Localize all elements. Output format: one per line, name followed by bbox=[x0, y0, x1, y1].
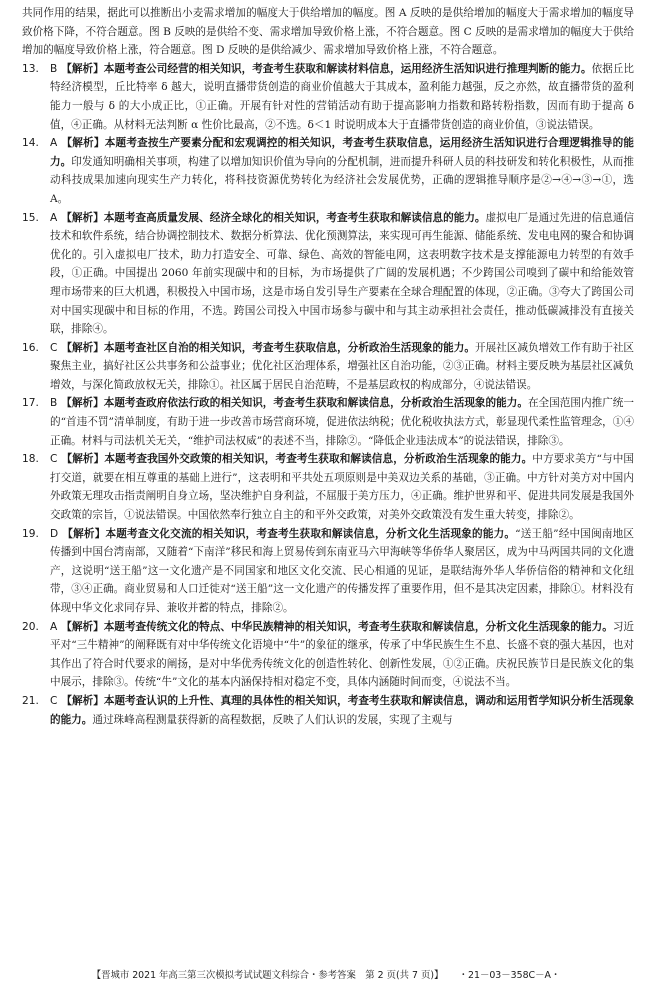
analysis-text: 开展社区减负增效工作有助于社区聚焦主业，搞好社区公共事务和公益事业；优化社区治理体系，增强社区自治功能，②③正确。材料主要反映为基层社区减负增效，与深化简政放权无关，排除①。社区属于居民自治范畴，不是基层政权的构成部分，④说法错误。 bbox=[50, 341, 635, 391]
analysis-text: “送王船”经中国闽南地区传播到中国台湾南部，又随着“下南洋”移民和海上贸易传到东南亚马六甲海峡等华侨华人聚居区，成为中马两国共同的文化遗产，这说明“送王船”这一文化遗产是不同国家和地区文化交流、民心相通的见证，是联结海外华人华侨信俗的精神和文化纽带，③④正确。商业贸易和人口迁徙对“送王船”这一文化遗产的传播发挥了重要作用，但不是其决定因素，排除①。材料没有体现中华文化求同存异、兼收并蓄的特点，排除②。 bbox=[50, 527, 634, 614]
question-number: 19. bbox=[22, 527, 39, 540]
page-content bbox=[22, 4, 634, 729]
analysis-lead: 本题考查我国外交政策的相关知识，考查考生获取和解读信息，分析政治生活现象的能力。 bbox=[104, 453, 533, 466]
analysis-text: 通过珠峰高程测量获得新的高程数据，反映了人们认识的发展，实现了主观与 bbox=[92, 713, 453, 726]
footer-code: ・21－03－358C－A・ bbox=[458, 970, 561, 981]
question-number: 15. bbox=[22, 211, 39, 224]
analysis-lead: 本题考查文化交流的相关知识，考查考生获取和解读信息，分析文化生活现象的能力。 bbox=[105, 527, 516, 540]
question-number: 18. bbox=[22, 453, 39, 466]
question-number: 21. bbox=[22, 694, 39, 707]
answer-letter: A bbox=[50, 620, 58, 633]
question-number: 17. bbox=[22, 397, 39, 410]
question-explanation bbox=[50, 60, 634, 134]
analysis-lead: 本题考查认识的上升性、真理的具体性的相关知识，考查考生获取和解读信息，调动和运用哲学知识分析生活现象的能力。 bbox=[50, 694, 635, 726]
analysis-lead: 本题考查传统文化的特点、中华民族精神的相关知识，考查考生获取和解读信息，分析文化生活现象的能力。 bbox=[103, 620, 613, 633]
question-item bbox=[22, 209, 634, 339]
question-explanation bbox=[50, 450, 634, 524]
analysis-lead: 本题考查高质量发展、经济全球化的相关知识，考查考生获取和解读信息的能力。 bbox=[103, 211, 486, 224]
question-item bbox=[22, 134, 634, 208]
analysis-text: 虚拟电厂是通过先进的信息通信技术和软件系统，结合协调控制技术、数据分析算法、优化预测算法，来实现可再生能源、储能系统、发电电网的聚合和协调优化的。引入虚拟电厂技术，助力打造安全、可靠、绿色、高效的智能电网，这表明数字技术是支撑能源电力转型的有效手段，①正确。中国提出 2060 年前实现碳中和的目标，为市场提供了广阔的发展机遇；不少跨国公司嗅到了碳中和给能效管理市场带来的巨大机遇，积极投入中国市场，这是市场自发引导生产要素在全球合理配置的体现，②正确。③夸大了跨国公司对中国实现碳中和目标的作用，不选。跨国公司投入中国市场参与碳中和与其主动承担社会责任，推动低碳减排没有直接关联，排除④。 bbox=[50, 211, 635, 336]
answer-letter: D bbox=[50, 527, 59, 540]
analysis-tag: 【解析】 bbox=[61, 341, 104, 354]
question-item bbox=[22, 618, 634, 692]
analysis-lead: 本题考查社区自治的相关知识，考查考生获取信息，分析政治生活现象的能力。 bbox=[103, 341, 475, 354]
footer-exam-info: 【晋城市 2021 年高三第三次模拟考试试题文科综合・参考答案 第 2 页(共 7 页)】 bbox=[91, 970, 439, 981]
answer-letter: C bbox=[50, 453, 58, 466]
question-explanation bbox=[50, 525, 634, 618]
question-item bbox=[22, 692, 634, 729]
question-list bbox=[22, 60, 634, 729]
question-item bbox=[22, 339, 634, 395]
answer-letter: C bbox=[50, 694, 58, 707]
answer-letter: A bbox=[50, 211, 58, 224]
analysis-lead: 本题考查政府依法行政的相关知识，考查考生获取和解读信息，分析政治生活现象的能力。 bbox=[103, 397, 528, 410]
analysis-tag: 【解析】 bbox=[61, 211, 104, 224]
question-number: 14. bbox=[22, 137, 39, 150]
analysis-text: 习近平对“三牛精神”的阐释既有对中华传统文化语境中“牛”的象征的继承，传承了中华民族生生不息、长盛不衰的强大基因，也对其作出了符合时代要求的阐扬，是对中华优秀传统文化的创造性转化、创新性发展，①②正确。庆祝民族节日是民族文化的集中展示，排除③。传统“牛”文化的基本内涵保持相对稳定不变，具体内涵随时间而变，④说法不当。 bbox=[50, 620, 635, 689]
question-number: 20. bbox=[22, 620, 39, 633]
page-footer bbox=[0, 969, 652, 983]
intro-paragraph: 共同作用的结果，据此可以推断出小麦需求增加的幅度大于供给增加的幅度。图 A 反映的是供给增加的幅度大于需求增加的幅度导致价格下降，不符合题意。图 B 反映的是供给不变、需求增加导致价格上涨，不符合题意。图 C 反映的是需求增加的幅度大于供给增加的幅度导致价格上涨，符合题意。图 D 反映的是供给减少、需求增加导致价格上涨，不符合题意。 bbox=[22, 7, 635, 57]
analysis-text: 依据丘比特经济模型，丘比特率 δ 越大，说明直播带货创造的商业价值越大于其成本，盈利能力越强，反之亦然，故直播带货的盈利能力一般与 δ 的大小成正比，①正确。开展有针对性的营销活动有助于提高影响力指数和路转粉指数，因而有助于提高 δ 值，④正确。从材料无法判断 α 性价比最高，②不选。δ＜1 时说明成本大于直播带货创造的商业价值，③说法错误。 bbox=[50, 62, 635, 131]
analysis-lead: 本题考查公司经营的相关知识，考查考生获取和解读材料信息，运用经济生活知识进行推理判断的能力。 bbox=[103, 62, 592, 75]
question-item bbox=[22, 450, 634, 524]
analysis-tag: 【解析】 bbox=[61, 453, 105, 466]
question-explanation bbox=[50, 209, 634, 339]
question-number: 16. bbox=[22, 341, 39, 354]
analysis-text: 中方要求美方“与中国打交道，就要在相互尊重的基础上进行”，这表明和平共处五项原则是中美双边关系的基础，③正确。中方针对美方对中国内外政策无理攻击指责阐明自身立场，坚决维护自身利益，不屈服于美方压力，④正确。维护世界和平、促进共同发展是我国外交政策的宗旨，①说法错误。中国依然奉行独立自主的和平外交政策，对美外交政策没有发生重大转变，排除②。 bbox=[50, 453, 635, 522]
analysis-tag: 【解析】 bbox=[62, 527, 106, 540]
analysis-tag: 【解析】 bbox=[61, 62, 104, 75]
question-explanation bbox=[50, 692, 634, 729]
analysis-tag: 【解析】 bbox=[61, 620, 104, 633]
analysis-tag: 【解析】 bbox=[61, 694, 104, 707]
question-number: 13. bbox=[22, 62, 39, 75]
question-item bbox=[22, 60, 634, 134]
question-explanation bbox=[50, 394, 634, 450]
analysis-tag: 【解析】 bbox=[61, 397, 104, 410]
question-item bbox=[22, 525, 634, 618]
answer-letter: B bbox=[50, 62, 58, 75]
analysis-text: 在全国范围内推广统一的“首违不罚”清单制度，有助于进一步改善市场营商环境，促进依法纳税；优化税收执法方式，彰显现代柔性监管理念，①④正确。材料与司法机关无关，“维护司法权威”的表述不当，排除②。“降低企业违法成本”的说法错误，排除③。 bbox=[50, 397, 634, 447]
analysis-tag: 【解析】 bbox=[61, 137, 105, 150]
question-explanation bbox=[50, 134, 634, 208]
question-explanation bbox=[50, 339, 634, 395]
question-item bbox=[22, 394, 634, 450]
answer-letter: A bbox=[50, 137, 58, 150]
answer-letter: C bbox=[50, 341, 58, 354]
question-explanation bbox=[50, 618, 634, 692]
answer-letter: B bbox=[50, 397, 58, 410]
analysis-text: 印发通知明确相关事项，构建了以增加知识价值为导向的分配机制，进而提升科研人员的科技研发和转化积极性，从而推动科技成果加速向现实生产力转化，将科技资源优势转化为经济社会发展优势，正确的逻辑推导顺序是②→④→③→①，选 A。 bbox=[50, 155, 635, 205]
analysis-lead: 本题考查按生产要素分配和宏观调控的相关知识，考查考生获取信息，运用经济生活知识进行合理逻辑推导的能力。 bbox=[50, 137, 635, 168]
